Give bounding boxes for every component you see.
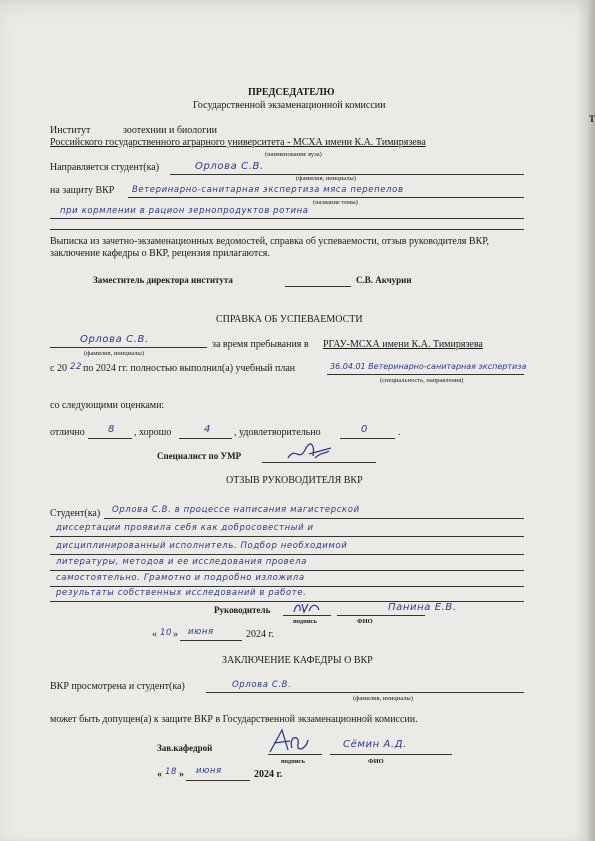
topic-line-3: [50, 229, 524, 230]
conclusion-date-open: «: [157, 769, 162, 780]
review-line-3: [50, 554, 524, 555]
supervisor-label: Руководитель: [214, 605, 271, 615]
review-line2-handwritten: диссертации проявила себя как добросовестный и: [56, 523, 314, 533]
head-signature: [266, 726, 310, 758]
conclusion-student-line: [206, 692, 524, 693]
institute-value: зоотехнии и биологии: [123, 125, 217, 136]
referral-label: Направляется студент(ка): [50, 162, 160, 173]
review-date-open: «: [152, 629, 157, 640]
year-suffix: по 2024 гг. полностью выполнил(а) учебный план: [83, 363, 296, 374]
supervisor-signature: [292, 600, 322, 616]
review-line3-handwritten: дисциплинированный исполнитель. Подбор необходимой: [56, 541, 348, 551]
head-label: Зав.кафедрой: [157, 743, 213, 753]
certificate-title: СПРАВКА ОБ УСПЕВАЕМОСТИ: [216, 314, 363, 325]
conclusion-title: ЗАКЛЮЧЕНИЕ КАФЕДРЫ О ВКР: [222, 655, 373, 666]
review-line6-handwritten: результаты собственных исследований в работе.: [56, 588, 307, 598]
topic-line2-handwritten: при кормлении в рацион зернопродуктов ротина: [60, 206, 309, 216]
supervisor-name-line: [337, 615, 425, 616]
edge-mark: T: [589, 114, 595, 124]
satisfactory-label: , удовлетворительно: [234, 427, 321, 438]
student-name-handwritten: Орлова С.В.: [195, 161, 264, 172]
supervisor-signature-caption: подпись: [293, 618, 317, 625]
review-line-2: [50, 536, 524, 537]
review-date-year: 2024 г.: [246, 629, 274, 640]
certificate-university: РГАУ-МСХА имени К.А. Тимирязева: [323, 339, 483, 350]
review-date-month-handwritten: июня: [188, 627, 214, 637]
excellent-label: отлично: [50, 427, 85, 438]
topic-line-2: [50, 218, 524, 219]
attachments-line1: Выписка из зачетно-экзаменационных ведомостей, справка об успеваемости, отзыв руководителя ВКР,: [50, 236, 490, 247]
review-line5-handwritten: самостоятельно. Грамотно и подробно изложила: [56, 573, 305, 583]
supervisor-name-handwritten: Панина Е.В.: [388, 602, 457, 613]
conclusion-date-day-handwritten: 18: [165, 767, 178, 777]
topic-line-1: [128, 197, 524, 198]
conclusion-student-handwritten: Орлова С.В.: [232, 680, 292, 690]
review-date-close: »: [173, 629, 178, 640]
header-title: ПРЕДСЕДАТЕЛЮ: [248, 87, 335, 98]
grades-period: .: [398, 427, 401, 438]
student-caption: (фамилия, инициалы): [296, 175, 356, 182]
review-line4-handwritten: литературы, методов и ее исследования провела: [56, 557, 307, 567]
head-name-handwritten: Сёмин А.Д.: [343, 739, 407, 750]
certificate-student-caption: (фамилия, инициалы): [84, 350, 144, 357]
excellent-line: [88, 438, 132, 439]
grades-label: со следующими оценками:: [50, 400, 165, 411]
review-date-month-line: [180, 640, 242, 641]
head-name-line: [330, 754, 452, 755]
certificate-student-line: [50, 347, 207, 348]
review-line1-handwritten: Орлова С.В. в процессе написания магистерской: [112, 505, 360, 515]
head-signature-caption: подпись: [281, 758, 305, 765]
review-line-1: [104, 518, 524, 519]
conclusion-date-month-handwritten: июня: [196, 766, 222, 776]
plan-caption: (специальность, направления): [380, 377, 464, 384]
university-caption: (наименование вуза): [265, 151, 322, 158]
supervisor-name-caption: ФИО: [357, 618, 373, 625]
certificate-stay-text: за время пребывания в: [212, 339, 309, 350]
plan-handwritten: 36.04.01 Ветеринарно-санитарная экспертиза: [330, 362, 527, 371]
year-prefix: с 20: [50, 363, 67, 374]
conclusion-label: ВКР просмотрена и студент(ка): [50, 681, 185, 692]
conclusion-date-month-line: [186, 780, 250, 781]
topic-caption: (название темы): [313, 199, 358, 206]
conclusion-admission: может быть допущен(а) к защите ВКР в Государственной экзаменационной комиссии.: [50, 714, 418, 725]
conclusion-student-caption: (фамилия, инициалы): [353, 695, 413, 702]
good-label: , хорошо: [134, 427, 172, 438]
review-title: ОТЗЫВ РУКОВОДИТЕЛЯ ВКР: [226, 475, 363, 486]
deputy-signature-line: [285, 286, 351, 287]
deputy-name: С.В. Акчурин: [356, 275, 412, 285]
head-name-caption: ФИО: [368, 758, 384, 765]
satisfactory-handwritten: 0: [361, 424, 368, 435]
attachments-line2: заключение кафедры о ВКР, рецензия прилагаются.: [50, 248, 270, 259]
institute-label: Институт: [50, 125, 91, 136]
conclusion-date-close: »: [179, 769, 184, 780]
review-line-4: [50, 570, 524, 571]
certificate-student-handwritten: Орлова С.В.: [80, 334, 149, 345]
page-edge: [588, 0, 595, 841]
specialist-label: Специалист по УМР: [157, 451, 242, 461]
topic-line1-handwritten: Ветеринарно-санитарная экспертиза мяса перепелов: [132, 185, 404, 195]
review-date-day-handwritten: 10: [160, 628, 173, 638]
university-name: Российского государственного аграрного университета - МСХА имени К.А. Тимирязева: [50, 137, 426, 148]
topic-label: на защиту ВКР: [50, 185, 115, 196]
excellent-handwritten: 8: [108, 424, 115, 435]
review-label: Студент(ка): [50, 508, 101, 519]
review-line-5: [50, 586, 524, 587]
specialist-signature: [285, 442, 335, 464]
deputy-label: Заместитель директора института: [93, 275, 233, 285]
good-line: [179, 438, 232, 439]
good-handwritten: 4: [204, 424, 211, 435]
conclusion-date-year: 2024 г.: [254, 769, 283, 780]
year-handwritten: 22: [70, 362, 83, 372]
header-subtitle: Государственной экзаменационной комиссии: [193, 100, 386, 111]
plan-line: [327, 374, 524, 375]
satisfactory-line: [340, 438, 395, 439]
